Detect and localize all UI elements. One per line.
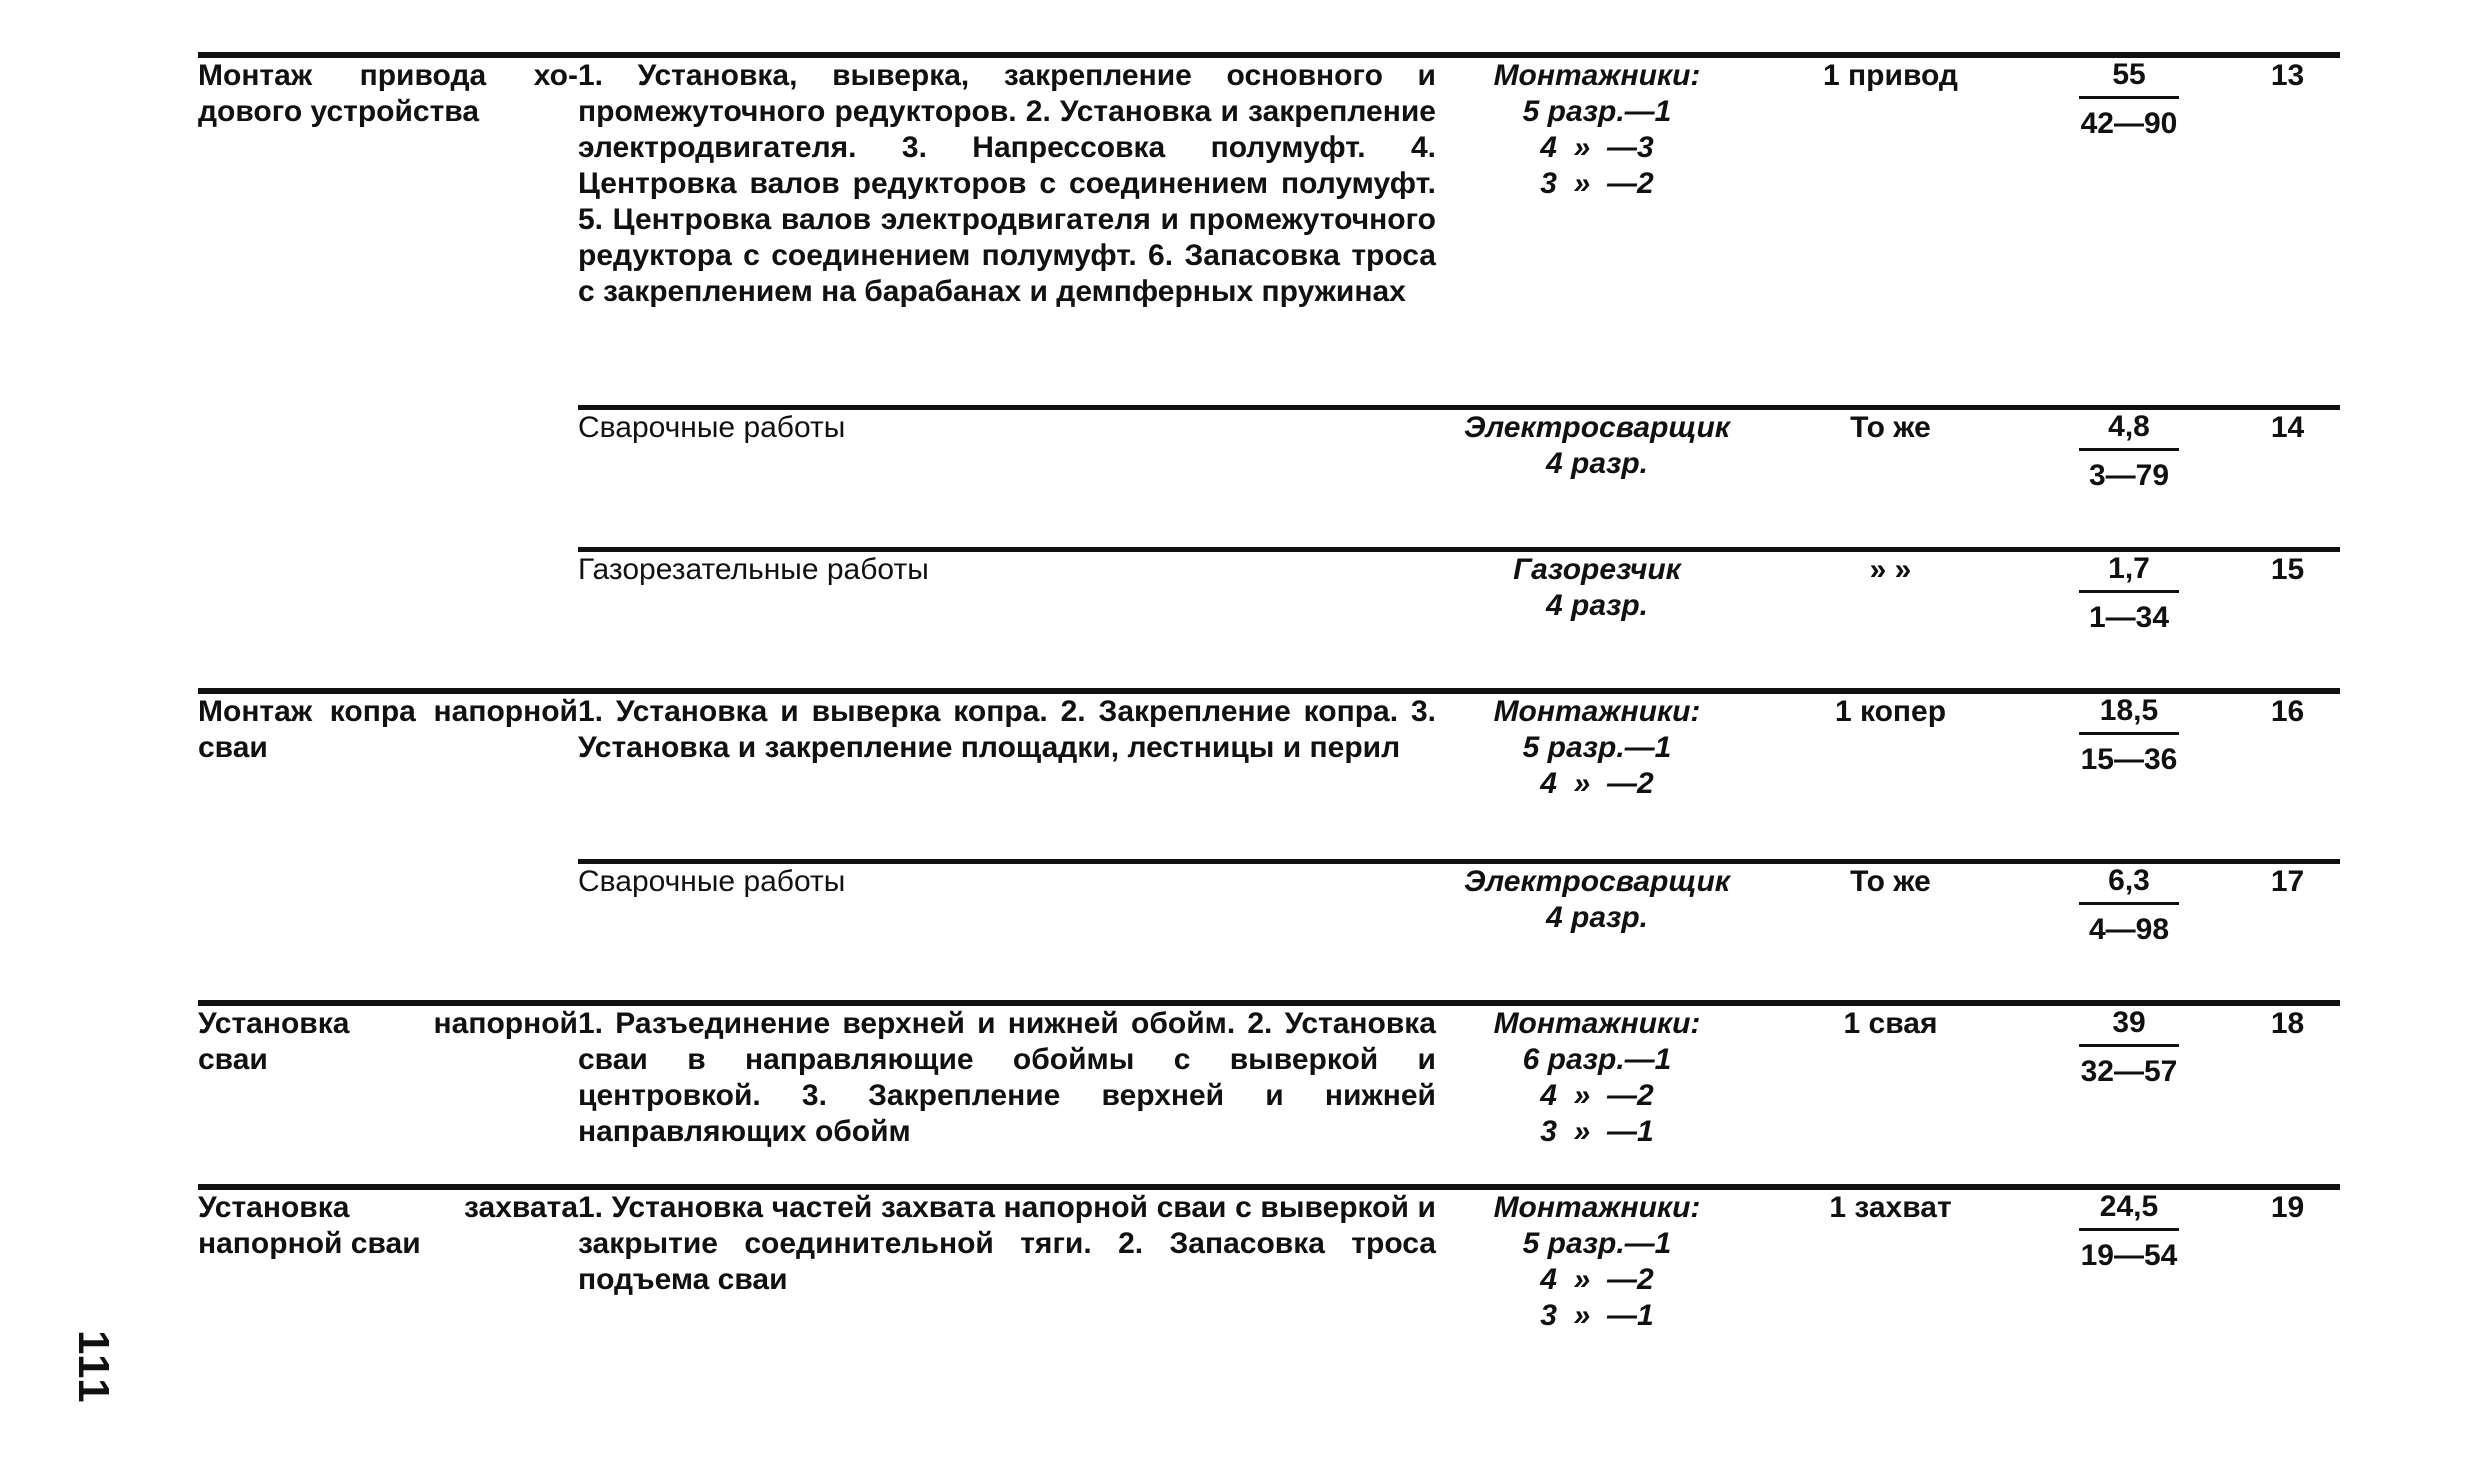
crew-cell — [1436, 691, 1758, 861]
norm-cell — [2023, 861, 2235, 1003]
work-name: Монтаж привода хо-дового устройства — [198, 59, 578, 128]
crew-cell — [1436, 861, 1758, 1003]
row-number: 13 — [2270, 59, 2305, 92]
price: 15—36 — [2080, 743, 2178, 776]
crew-line: 4 » —3 — [1540, 131, 1654, 164]
work-name: Монтаж копра напорной сваи — [198, 695, 578, 764]
price: 1—34 — [2088, 600, 2170, 634]
work-composition: Газорезательные работы — [578, 552, 929, 586]
crew-line: 3 » —1 — [1540, 1115, 1654, 1148]
work-composition: 1. Установка и выверка копра. 2. Закрепление копра. 3. Установка и закрепление площадки, лестницы и перил — [578, 695, 1436, 764]
work-name-cell — [198, 1003, 578, 1187]
crew-title: Газорезчик — [1513, 552, 1681, 586]
norm-fraction — [2079, 552, 2179, 635]
crew-title: Монтажники: — [1493, 59, 1701, 92]
work-composition: 1. Установка, выверка, закрепление основного и промежуточного редукторов. 2. Установка и закрепление электродвигателя. 3. Напрессовка полумуфт. 4. Центровка валов редукторов с соединением полумуфт. 5. Центровка валов электродвигателя и промежуточного редуктора с соединением полумуфт. 6. Запасовка троса с закреплением на барабанах и демпферных пружинах — [578, 59, 1436, 308]
unit-cell — [1758, 1187, 2023, 1351]
norm-fraction — [2079, 694, 2179, 777]
crew-line: 4 » —2 — [1540, 767, 1654, 800]
work-composition: Сварочные работы — [578, 864, 846, 898]
page-number: 111 — [69, 1330, 118, 1405]
crew-title: Электросварщик — [1463, 864, 1731, 898]
work-name-cell — [198, 55, 578, 691]
norm-time: 6,3 — [2079, 864, 2179, 905]
norm-time: 55 — [2079, 58, 2179, 99]
work-composition-cell — [578, 1003, 1436, 1187]
crew-line: 4 » —2 — [1540, 1263, 1654, 1296]
crew-cell — [1436, 407, 1758, 549]
row-number: 16 — [2270, 695, 2305, 728]
unit: » » — [1869, 552, 1912, 586]
unit-cell — [1758, 407, 2023, 549]
norm-fraction — [2079, 864, 2179, 947]
norm-fraction — [2079, 410, 2179, 493]
crew-line: 4 » —2 — [1540, 1079, 1654, 1112]
row-number-cell — [2235, 1003, 2340, 1187]
norm-fraction — [2079, 1190, 2179, 1273]
row-number: 15 — [2270, 552, 2305, 586]
crew-title: Электросварщик — [1463, 410, 1731, 444]
row-number: 18 — [2270, 1007, 2305, 1040]
crew-title: Монтажники: — [1493, 1007, 1701, 1040]
crew-line: 4 разр. — [1546, 446, 1648, 480]
norm-cell — [2023, 549, 2235, 691]
unit-cell — [1758, 549, 2023, 691]
row-number-cell — [2235, 549, 2340, 691]
row-number-cell — [2235, 55, 2340, 407]
norm-cell — [2023, 691, 2235, 861]
norm-time: 4,8 — [2079, 410, 2179, 451]
crew-cell — [1436, 1003, 1758, 1187]
norm-time: 1,7 — [2079, 552, 2179, 593]
crew-line: 6 разр.—1 — [1522, 1043, 1672, 1076]
row-number-cell — [2235, 861, 2340, 1003]
table-row — [198, 691, 2340, 861]
work-composition-cell — [578, 549, 1436, 691]
crew-line: 5 разр.—1 — [1522, 95, 1672, 128]
unit: 1 свая — [1843, 1007, 1938, 1040]
crew-line: 3 » —1 — [1540, 1299, 1654, 1332]
norm-time: 24,5 — [2079, 1190, 2179, 1231]
crew-cell — [1436, 1187, 1758, 1351]
work-name-cell — [198, 691, 578, 1003]
crew-line: 3 » —2 — [1540, 167, 1654, 200]
norm-cell — [2023, 407, 2235, 549]
price: 32—57 — [2080, 1055, 2178, 1088]
norm-cell — [2023, 55, 2235, 407]
work-composition: Сварочные работы — [578, 410, 846, 444]
unit: 1 захват — [1829, 1191, 1952, 1224]
row-number-cell — [2235, 691, 2340, 861]
row-number-cell — [2235, 407, 2340, 549]
crew-line: 4 разр. — [1546, 588, 1648, 622]
unit: 1 привод — [1823, 59, 1958, 92]
norm-cell — [2023, 1003, 2235, 1187]
row-number: 14 — [2270, 410, 2305, 444]
table-row — [198, 1187, 2340, 1351]
unit: То же — [1850, 410, 1931, 444]
work-name: Установка захвата напорной сваи — [198, 1191, 578, 1260]
norms-table — [198, 52, 2340, 1351]
norm-time: 39 — [2079, 1006, 2179, 1047]
norm-cell — [2023, 1187, 2235, 1351]
unit-cell — [1758, 1003, 2023, 1187]
row-number: 19 — [2270, 1191, 2305, 1224]
unit: 1 копер — [1834, 695, 1947, 728]
crew-cell — [1436, 549, 1758, 691]
crew-line: 4 разр. — [1546, 900, 1648, 934]
unit-cell — [1758, 691, 2023, 861]
crew-title: Монтажники: — [1493, 695, 1701, 728]
work-composition-cell — [578, 861, 1436, 1003]
work-name-cell — [198, 1187, 578, 1351]
norm-time: 18,5 — [2079, 694, 2179, 735]
row-number-cell — [2235, 1187, 2340, 1351]
unit-cell — [1758, 861, 2023, 1003]
norm-fraction — [2079, 58, 2179, 141]
unit: То же — [1850, 864, 1931, 898]
work-composition: 1. Разъединение верхней и нижней обойм. 2. Установка сваи в направляющие обоймы с выверкой и центровкой. 3. Закрепление верхней и нижней направляющих обойм — [578, 1007, 1436, 1148]
crew-line: 5 разр.—1 — [1522, 1227, 1672, 1260]
price: 4—98 — [2088, 912, 2170, 946]
price: 3—79 — [2088, 458, 2170, 492]
work-composition-cell — [578, 407, 1436, 549]
norm-fraction — [2079, 1006, 2179, 1089]
price: 42—90 — [2080, 107, 2178, 140]
work-name: Установка напорной сваи — [198, 1007, 578, 1076]
work-composition-cell — [578, 691, 1436, 861]
row-number: 17 — [2270, 864, 2305, 898]
work-composition-cell — [578, 1187, 1436, 1351]
table-row — [198, 1003, 2340, 1187]
work-composition: 1. Установка частей захвата напорной сваи с выверкой и закрытие соединительной тяги. 2. Запасовка троса подъема сваи — [578, 1191, 1436, 1296]
work-composition-cell — [578, 55, 1436, 407]
crew-cell — [1436, 55, 1758, 407]
unit-cell — [1758, 55, 2023, 407]
price: 19—54 — [2080, 1239, 2178, 1272]
crew-title: Монтажники: — [1493, 1191, 1701, 1224]
table-row — [198, 55, 2340, 407]
crew-line: 5 разр.—1 — [1522, 731, 1672, 764]
